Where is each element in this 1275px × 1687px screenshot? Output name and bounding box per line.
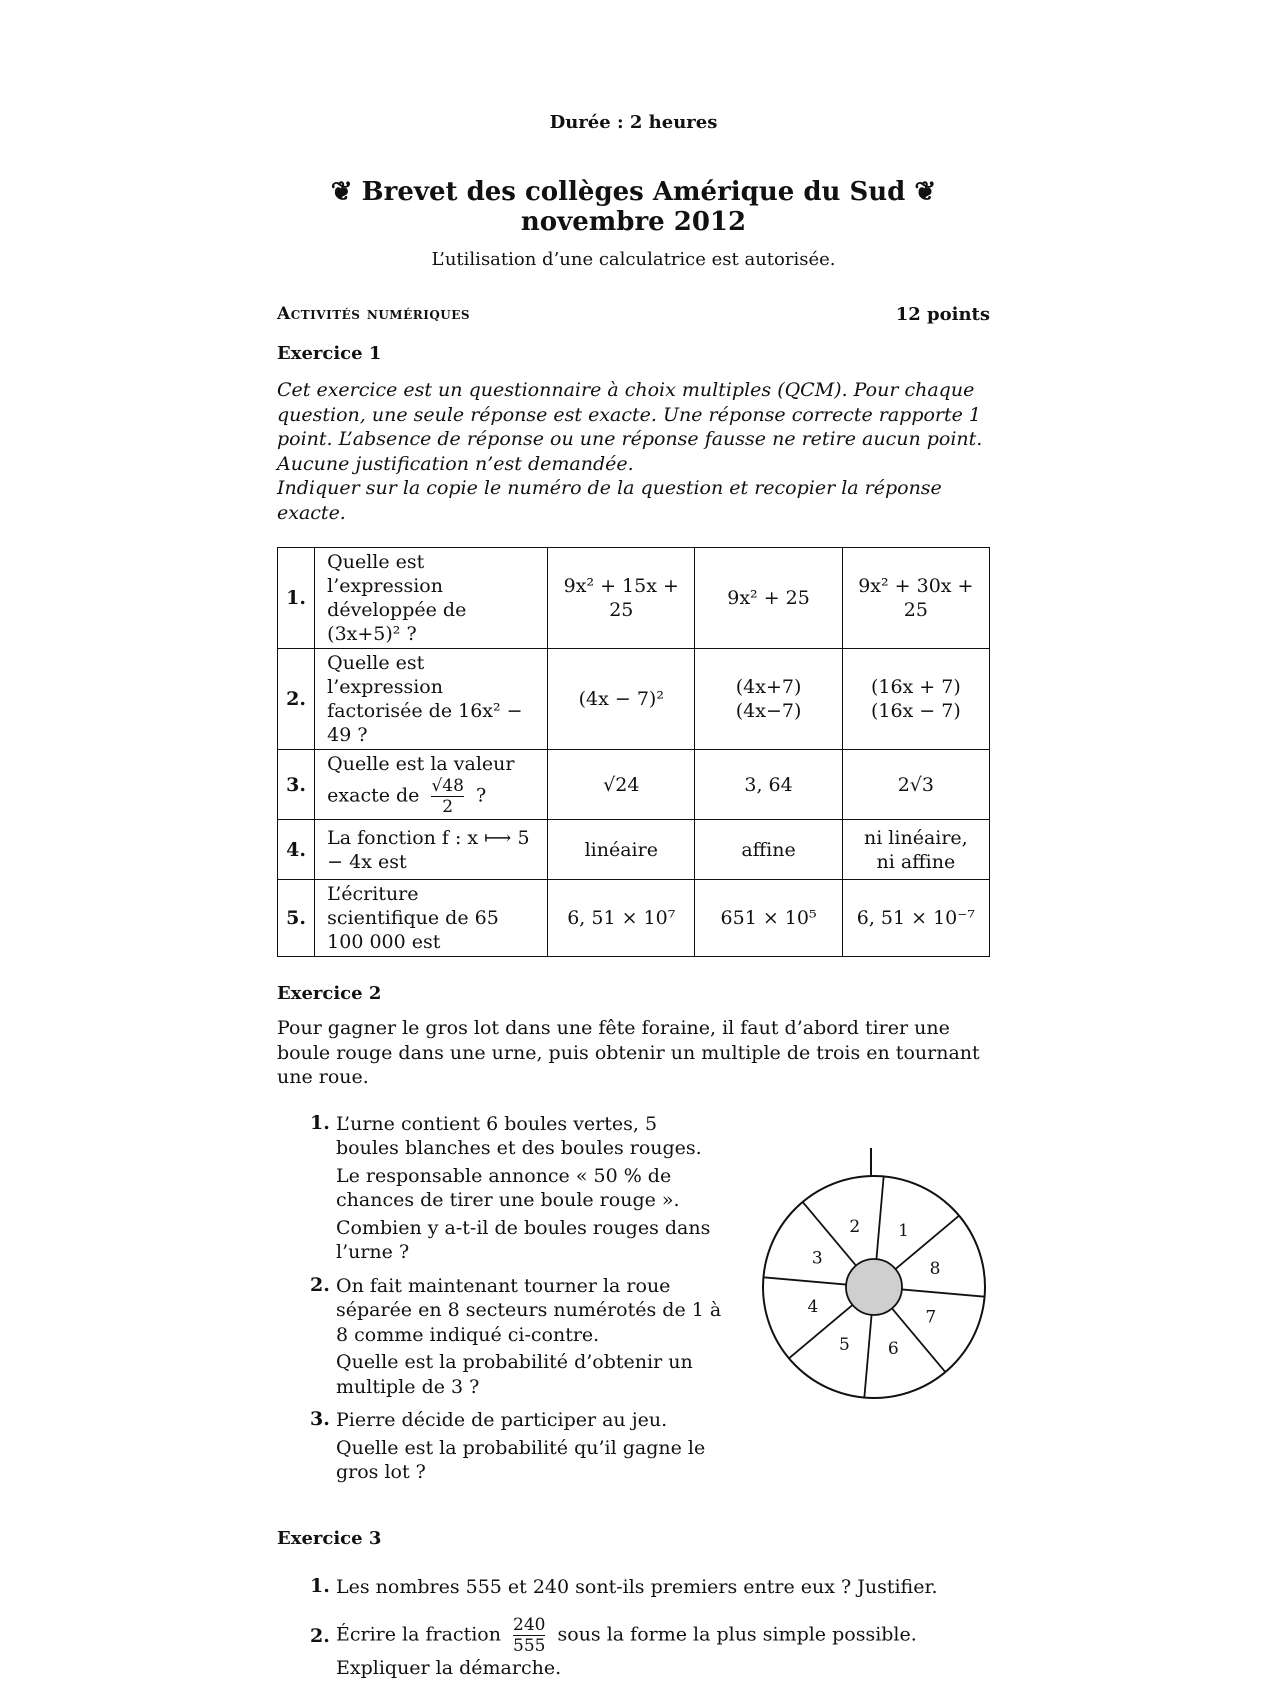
page-title — [277, 177, 990, 237]
answer-cell: 3, 64 — [695, 750, 842, 820]
section-name: Activités numériques — [277, 304, 471, 324]
fraction-denominator: 2 — [442, 797, 454, 817]
answer-cell: 9x² + 15x + 25 — [548, 548, 695, 649]
item-number: 3. — [310, 1408, 330, 1430]
item-line: Pierre décide de participer au jeu. — [336, 1409, 668, 1431]
table-row — [278, 820, 990, 880]
item-line: Le responsable annonce « 50 % de chances de tirer une boule rouge ». — [336, 1164, 680, 1211]
question-text: L’écriture scientifique de 65 100 000 est — [315, 880, 548, 957]
wheel-sector-label: 8 — [929, 1258, 941, 1279]
item-line — [336, 1615, 990, 1681]
answer-cell: 9x² + 25 — [695, 548, 842, 649]
wheel-hub — [846, 1259, 902, 1315]
question-text: Quelle est l’expression développée de (3x+5)² ? — [315, 548, 548, 649]
list-item — [310, 1408, 725, 1488]
list-item — [310, 1575, 990, 1600]
instruction-line: Indiquer sur la copie le numéro de la question et recopier la réponse exacte. — [277, 477, 942, 524]
table-row — [278, 548, 990, 649]
item-number: 1. — [310, 1574, 330, 1597]
exam-page — [277, 100, 990, 1687]
item-line: Quelle est la probabilité qu’il gagne le gros lot ? — [336, 1436, 706, 1483]
question-text-start: Quelle est la valeur exacte de — [327, 753, 515, 807]
item-line: Combien y a-t-il de boules rouges dans l’urne ? — [336, 1216, 711, 1263]
wheel-sector-label: 5 — [839, 1334, 850, 1355]
exercise2-list — [310, 1112, 725, 1488]
answer-cell: 651 × 10⁵ — [695, 880, 842, 957]
answer-cell: affine — [695, 820, 842, 880]
answer-cell: (4x − 7)² — [548, 649, 695, 750]
wheel-figure — [757, 1142, 997, 1412]
section-points: 12 points — [895, 304, 990, 325]
answer-cell: (16x + 7)(16x − 7) — [842, 649, 989, 750]
wheel-sector-label: 7 — [925, 1307, 937, 1328]
table-row — [278, 649, 990, 750]
item-text-before: Écrire la fraction — [336, 1623, 501, 1646]
answer-cell: (4x+7)(4x−7) — [695, 649, 842, 750]
wheel-sector-label: 4 — [807, 1296, 819, 1317]
question-number: 1. — [278, 548, 315, 649]
instruction-line: Cet exercice est un questionnaire à choix multiples (QCM). Pour chaque question, une seule réponse est exacte. Une réponse correcte rapporte 1 point. L’absence de réponse ou une réponse fausse ne retire aucun point. — [277, 379, 983, 450]
answer-cell: 9x² + 30x + 25 — [842, 548, 989, 649]
instruction-line: Aucune justification n’est demandée. — [277, 452, 634, 475]
section-header — [277, 304, 990, 325]
fraction-denominator: 555 — [513, 1636, 546, 1656]
answer-cell: √24 — [548, 750, 695, 820]
ornament-right-icon: ❦ — [914, 177, 937, 207]
exercise2-intro: Pour gagner le gros lot dans une fête foraine, il faut d’abord tirer une boule rouge dans une urne, puis obtenir un multiple de trois en tournant une roue. — [277, 1017, 980, 1088]
question-fraction — [431, 776, 463, 817]
answer-cell: 2√3 — [842, 750, 989, 820]
exercise2-body — [277, 1112, 990, 1488]
calculator-note: L’utilisation d’une calculatrice est autorisée. — [431, 249, 836, 270]
item-number: 2. — [310, 1273, 330, 1296]
item-number: 1. — [310, 1111, 330, 1134]
wheel-sector-label: 1 — [898, 1220, 909, 1241]
exercise1-title: Exercice 1 — [277, 343, 382, 364]
question-number: 5. — [278, 880, 315, 957]
exercise3-list — [310, 1575, 990, 1681]
list-item — [310, 1112, 725, 1268]
title-line1: Brevet des collèges Amérique du Sud — [361, 177, 906, 207]
exercise2-title: Exercice 2 — [277, 983, 382, 1004]
ornament-left-icon: ❦ — [330, 177, 353, 207]
list-item — [310, 1615, 990, 1681]
table-row — [278, 880, 990, 957]
question-text: Quelle est l’expression factorisée de 16x² − 49 ? — [315, 649, 548, 750]
exercise3-title: Exercice 3 — [277, 1527, 382, 1549]
item-number: 2. — [310, 1625, 330, 1647]
answer-cell: 6, 51 × 10⁷ — [548, 880, 695, 957]
answer-cell: 6, 51 × 10⁻⁷ — [842, 880, 989, 957]
fraction-numerator: 240 — [513, 1615, 546, 1635]
wheel-sector-label: 3 — [811, 1247, 823, 1268]
table-row — [278, 750, 990, 820]
item-line: Quelle est la probabilité d’obtenir un multiple de 3 ? — [336, 1351, 693, 1398]
wheel-sector-label: 2 — [849, 1216, 861, 1237]
fraction-numerator: √48 — [431, 776, 464, 796]
answer-cell: linéaire — [548, 820, 695, 880]
question-number: 4. — [278, 820, 315, 880]
list-item — [310, 1274, 725, 1403]
item-line: On fait maintenant tourner la roue séparée en 8 secteurs numérotés de 1 à 8 comme indiqué ci-contre. — [336, 1274, 722, 1346]
exercise1-instructions — [277, 378, 990, 525]
question-number: 2. — [278, 649, 315, 750]
answer-cell: ni linéaire, ni affine — [842, 820, 989, 880]
item-line: L’urne contient 6 boules vertes, 5 boules blanches et des boules rouges. — [336, 1112, 702, 1159]
question-text — [315, 750, 548, 820]
question-text: La fonction f : x ⟼ 5 − 4x est — [315, 820, 548, 880]
question-text-end: ? — [475, 784, 487, 807]
item-line: Les nombres 555 et 240 sont-ils premiers entre eux ? Justifier. — [336, 1575, 938, 1598]
item-text-after: sous la forme la plus simple possible. Expliquer la démarche. — [336, 1623, 917, 1679]
qcm-table — [277, 547, 990, 957]
title-line2: novembre 2012 — [520, 207, 747, 237]
wheel-sector-label: 6 — [887, 1338, 899, 1359]
question-number: 3. — [278, 750, 315, 820]
duration: Durée : 2 heures — [549, 112, 718, 133]
